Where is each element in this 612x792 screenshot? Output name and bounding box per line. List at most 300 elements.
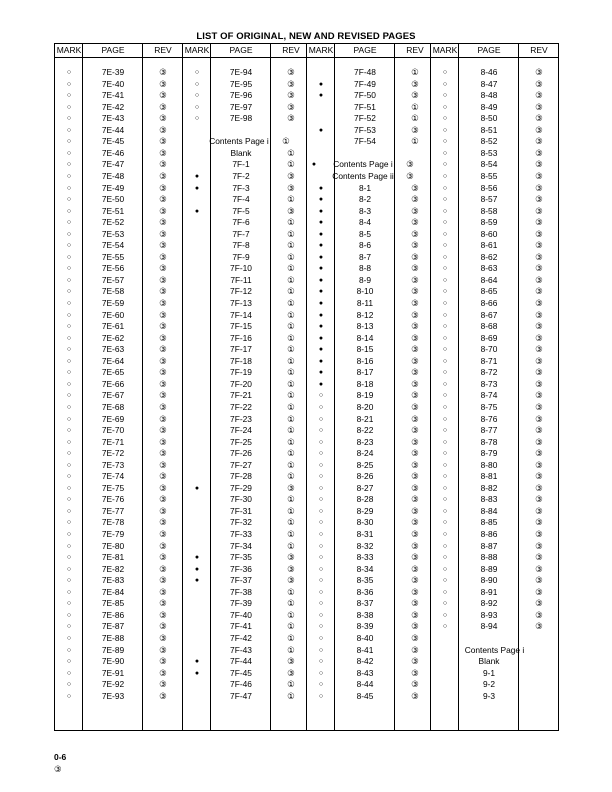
rev-cell: ③ — [159, 240, 167, 251]
page-cell: 8-93 — [480, 609, 498, 620]
mark-cell — [183, 356, 211, 367]
table-row — [431, 645, 558, 656]
page-cell: 7E-57 — [101, 274, 125, 285]
open-circle-icon: ○ — [66, 300, 72, 307]
rev-cell: ③ — [411, 586, 419, 597]
rev-cell — [519, 633, 559, 644]
open-circle-icon: ○ — [318, 669, 324, 677]
table-row — [183, 437, 307, 448]
rev-cell: ③ — [159, 124, 167, 135]
rev-cell: ① — [287, 494, 295, 505]
page-cell: 8-43 — [356, 667, 374, 678]
rev-cell: ③ — [159, 136, 167, 147]
page-cell: Contents Page i — [333, 159, 393, 170]
rev-cell: ③ — [159, 505, 167, 516]
table-row — [431, 506, 558, 517]
table-row — [183, 310, 307, 321]
mark-cell — [183, 610, 211, 621]
rev-cell: ③ — [535, 159, 543, 170]
page-cell: 8-66 — [480, 298, 498, 308]
open-circle-icon: ○ — [442, 415, 448, 423]
rev-cell: ③ — [159, 471, 167, 482]
rev-cell: ① — [287, 632, 295, 643]
page-cell: 8-10 — [356, 286, 374, 297]
table-row — [55, 575, 183, 586]
open-circle-icon: ○ — [318, 542, 324, 550]
page-cell: 7E-50 — [101, 194, 125, 205]
table-row — [307, 148, 431, 159]
rev-cell: ③ — [411, 78, 419, 89]
rev-cell: ③ — [535, 194, 543, 205]
page-cell: 8-82 — [480, 482, 498, 493]
page-cell: 7E-63 — [101, 344, 125, 355]
page-cell: 7F-9 — [232, 251, 250, 262]
table-row — [183, 90, 307, 101]
page-cell: 7F-39 — [230, 598, 252, 609]
open-circle-icon: ○ — [442, 276, 448, 284]
table-row — [183, 286, 307, 297]
open-circle-icon: ○ — [66, 138, 72, 146]
page-cell: 8-58 — [480, 205, 498, 216]
table-row — [55, 679, 183, 690]
table-row — [183, 183, 307, 194]
rev-cell: ③ — [159, 494, 167, 505]
mark-cell — [431, 691, 459, 702]
open-circle-icon: ○ — [66, 634, 72, 642]
open-circle-icon: ○ — [442, 219, 448, 227]
open-circle-icon: ○ — [442, 138, 448, 146]
page-cell: 8-78 — [480, 436, 498, 447]
mark-cell — [307, 148, 335, 159]
table-row — [183, 598, 307, 609]
filled-circle-icon: ● — [318, 265, 324, 273]
table-row — [307, 229, 431, 240]
table-row — [307, 598, 431, 609]
rev-cell: ③ — [159, 217, 167, 228]
open-circle-icon: ○ — [442, 496, 448, 504]
rev-cell: ③ — [406, 170, 414, 181]
table-row — [307, 587, 431, 598]
rev-cell: ③ — [411, 240, 419, 251]
table-row — [307, 448, 431, 459]
table-row — [183, 414, 307, 425]
rev-cell: ③ — [411, 448, 419, 459]
open-circle-icon: ○ — [66, 115, 72, 123]
rev-cell: ① — [411, 67, 419, 77]
page-cell: 8-30 — [356, 517, 374, 528]
rev-cell: ③ — [159, 367, 167, 378]
page-cell: 7E-67 — [101, 390, 125, 401]
page-cell: 7E-94 — [229, 67, 253, 77]
table-row — [307, 679, 431, 690]
table-row — [55, 564, 183, 575]
mark-cell — [431, 668, 459, 679]
table-row — [307, 541, 431, 552]
rev-cell: ③ — [411, 378, 419, 389]
table-row — [183, 402, 307, 413]
open-circle-icon: ○ — [318, 692, 324, 700]
open-circle-icon: ○ — [442, 588, 448, 596]
page-cell: 8-91 — [480, 586, 498, 597]
page-cell: 8-52 — [480, 136, 498, 147]
table-row — [307, 471, 431, 482]
rev-cell: ③ — [411, 182, 419, 193]
open-circle-icon: ○ — [442, 172, 448, 180]
rev-cell: ③ — [411, 552, 419, 563]
rev-cell: ③ — [535, 147, 543, 158]
rev-cell: ③ — [535, 309, 543, 320]
rev-cell: ③ — [535, 251, 543, 262]
open-circle-icon: ○ — [66, 473, 72, 481]
mark-cell — [431, 656, 459, 667]
filled-circle-icon: ● — [194, 184, 200, 192]
page-cell: 7E-95 — [229, 78, 253, 89]
open-circle-icon: ○ — [318, 403, 324, 411]
filled-circle-icon: ● — [318, 92, 324, 100]
table-row — [431, 517, 558, 528]
open-circle-icon: ○ — [442, 149, 448, 157]
table-row — [55, 691, 183, 702]
table-row — [431, 587, 558, 598]
table-row — [431, 414, 558, 425]
table-row — [431, 494, 558, 505]
page-cell: 8-19 — [356, 390, 374, 401]
page-cell: 8-16 — [356, 355, 374, 366]
mark-cell — [183, 460, 211, 471]
open-circle-icon: ○ — [66, 184, 72, 192]
mark-cell — [183, 148, 211, 159]
table-row — [55, 148, 183, 159]
table-row — [183, 148, 307, 159]
open-circle-icon: ○ — [66, 438, 72, 446]
rev-cell: ③ — [535, 459, 543, 470]
page-cell: 8-71 — [480, 355, 498, 366]
rev-cell: ① — [287, 459, 295, 470]
page-cell: 7F-32 — [230, 517, 252, 528]
rev-cell: ① — [287, 517, 295, 528]
page-cell: 8-69 — [480, 332, 498, 343]
table-row — [55, 159, 183, 170]
table-row — [431, 298, 558, 309]
mark-cell — [183, 344, 211, 355]
open-circle-icon: ○ — [318, 438, 324, 446]
table-row — [55, 483, 183, 494]
rev-cell: ③ — [535, 517, 543, 528]
page-cell: 7F-6 — [232, 217, 250, 228]
page-cell: 9-3 — [482, 690, 496, 701]
mark-cell — [183, 691, 211, 702]
page-cell: 7F-49 — [354, 78, 376, 89]
page-cell: 8-70 — [480, 344, 498, 355]
page-cell: 8-25 — [356, 459, 374, 470]
page-cell: 7F-50 — [354, 90, 376, 101]
table-row — [307, 460, 431, 471]
page-cell: 7E-87 — [101, 621, 125, 632]
open-circle-icon: ○ — [442, 369, 448, 377]
rev-cell: ③ — [159, 401, 167, 412]
page-cell: 7F-52 — [354, 113, 376, 124]
table-row — [55, 402, 183, 413]
open-circle-icon: ○ — [66, 265, 72, 273]
page-cell: 7E-89 — [101, 644, 125, 655]
mark-cell — [307, 67, 335, 78]
page-cell: 8-63 — [480, 263, 498, 274]
table-row — [55, 102, 183, 113]
rev-cell: ③ — [287, 170, 295, 181]
open-circle-icon: ○ — [442, 461, 448, 469]
open-circle-icon: ○ — [194, 69, 200, 76]
open-circle-icon: ○ — [66, 600, 72, 608]
rev-cell: ③ — [411, 529, 419, 539]
table-row — [183, 252, 307, 263]
page-cell: 7E-84 — [101, 586, 125, 597]
table-row — [431, 102, 558, 113]
open-circle-icon: ○ — [66, 623, 72, 631]
page-cell: 7F-17 — [230, 344, 252, 355]
table-row — [183, 206, 307, 217]
open-circle-icon: ○ — [318, 450, 324, 458]
page-cell: 7E-91 — [101, 667, 125, 678]
filled-circle-icon: ● — [318, 196, 324, 204]
page-cell: 7F-31 — [230, 505, 252, 516]
rev-cell: ③ — [159, 517, 167, 528]
filled-circle-icon: ● — [318, 323, 324, 331]
open-circle-icon: ○ — [442, 507, 448, 515]
filled-circle-icon: ● — [318, 219, 324, 227]
rev-cell: ③ — [287, 90, 295, 101]
table-row — [431, 113, 558, 124]
rev-cell: ③ — [535, 124, 543, 135]
table-row — [307, 575, 431, 586]
table-row — [55, 206, 183, 217]
header-rev: REV — [530, 45, 548, 55]
rev-cell: ③ — [535, 401, 543, 412]
mark-cell — [183, 252, 211, 263]
mark-cell — [183, 286, 211, 297]
filled-circle-icon: ● — [194, 484, 200, 492]
table-row — [431, 552, 558, 563]
table-row — [55, 367, 183, 378]
open-circle-icon: ○ — [66, 484, 72, 492]
open-circle-icon: ○ — [318, 588, 324, 596]
table-row — [431, 621, 558, 632]
open-circle-icon: ○ — [442, 288, 448, 296]
table-row — [307, 136, 431, 147]
rev-cell: ① — [287, 436, 295, 447]
page-cell: 7E-81 — [101, 552, 125, 563]
mark-cell — [431, 633, 459, 644]
table-row — [183, 102, 307, 113]
table-row — [55, 656, 183, 667]
page-cell: 8-29 — [356, 505, 374, 516]
page-cell: 7E-69 — [101, 413, 125, 424]
mark-cell — [183, 414, 211, 425]
rev-cell: ③ — [159, 390, 167, 401]
page-cell: 7F-1 — [232, 159, 250, 170]
page-cell: 7F-36 — [230, 563, 252, 574]
page-cell: 7F-19 — [230, 367, 252, 378]
page-cell: 7E-39 — [101, 67, 125, 77]
rev-cell: ① — [287, 228, 295, 239]
page-cell: 8-37 — [356, 598, 374, 609]
rev-cell: ③ — [535, 529, 543, 539]
open-circle-icon: ○ — [66, 92, 72, 100]
page-cell: 7F-5 — [232, 205, 250, 216]
open-circle-icon: ○ — [66, 242, 72, 250]
table-row — [55, 183, 183, 194]
table-row — [55, 79, 183, 90]
table-row — [307, 125, 431, 136]
table-row — [431, 425, 558, 436]
page-cell — [211, 125, 271, 136]
page-cell: 8-79 — [480, 448, 498, 459]
table-row — [307, 333, 431, 344]
rev-cell: ③ — [159, 298, 167, 308]
table-row — [183, 506, 307, 517]
table-row — [55, 356, 183, 367]
open-circle-icon: ○ — [66, 103, 72, 111]
open-circle-icon: ○ — [318, 681, 324, 689]
table-row — [55, 587, 183, 598]
rev-cell: ③ — [287, 78, 295, 89]
open-circle-icon: ○ — [66, 403, 72, 411]
table-row — [431, 90, 558, 101]
open-circle-icon: ○ — [318, 507, 324, 515]
page-cell: 8-23 — [356, 436, 374, 447]
page-cell: 7F-12 — [230, 286, 252, 297]
rev-cell: ① — [287, 505, 295, 516]
open-circle-icon: ○ — [66, 646, 72, 654]
rev-cell: ③ — [411, 367, 419, 378]
open-circle-icon: ○ — [442, 403, 448, 411]
open-circle-icon: ○ — [442, 92, 448, 100]
rev-cell: ③ — [159, 78, 167, 89]
table-row — [183, 275, 307, 286]
table-row — [307, 183, 431, 194]
table-row — [431, 136, 558, 147]
rev-cell: ③ — [535, 494, 543, 505]
page-cell: 7E-70 — [101, 425, 125, 436]
page-cell: 8-94 — [480, 621, 498, 632]
open-circle-icon: ○ — [66, 253, 72, 261]
rev-cell: ③ — [411, 540, 419, 551]
open-circle-icon: ○ — [318, 484, 324, 492]
table-row — [431, 460, 558, 471]
open-circle-icon: ○ — [442, 450, 448, 458]
open-circle-icon: ○ — [442, 380, 448, 388]
filled-circle-icon: ● — [194, 577, 200, 585]
mark-cell — [183, 437, 211, 448]
rev-cell: ① — [287, 298, 295, 308]
header-rev: REV — [154, 45, 172, 55]
rev-cell: ③ — [411, 286, 419, 297]
page-cell: 7F-23 — [230, 413, 252, 424]
page-cell: 7F-46 — [230, 679, 252, 690]
page-cell: 9-1 — [482, 667, 496, 678]
table-row — [307, 552, 431, 563]
table-row — [55, 541, 183, 552]
rev-cell: ③ — [535, 471, 543, 482]
open-circle-icon: ○ — [66, 692, 72, 700]
page-cell: 7F-27 — [230, 459, 252, 470]
rev-cell: ③ — [411, 644, 419, 655]
header-page: PAGE — [353, 45, 377, 55]
rev-cell: ③ — [535, 344, 543, 355]
mark-cell — [183, 390, 211, 401]
table-row — [55, 668, 183, 679]
page-cell: 7E-83 — [101, 575, 125, 586]
rev-cell: ① — [287, 586, 295, 597]
page-cell: 8-28 — [356, 494, 374, 505]
table-row — [431, 171, 558, 182]
page-cell: 8-14 — [356, 332, 374, 343]
rev-cell: ① — [287, 529, 295, 539]
table-row — [183, 333, 307, 344]
rev-cell: ③ — [411, 124, 419, 135]
table-row — [55, 390, 183, 401]
rev-cell: ③ — [411, 598, 419, 609]
open-circle-icon: ○ — [66, 658, 72, 666]
rev-cell: ① — [287, 240, 295, 251]
page-cell: 7E-66 — [101, 378, 125, 389]
rev-cell: ③ — [159, 644, 167, 655]
mark-cell — [183, 194, 211, 205]
page-cell: 7E-90 — [101, 656, 125, 667]
table-row — [307, 90, 431, 101]
table-row — [307, 67, 431, 78]
mark-cell — [183, 633, 211, 644]
open-circle-icon: ○ — [66, 126, 72, 134]
page-cell: 7F-33 — [230, 529, 252, 539]
rev-cell: ③ — [535, 217, 543, 228]
open-circle-icon: ○ — [194, 92, 200, 100]
rev-cell: ③ — [411, 413, 419, 424]
rev-cell: ③ — [535, 413, 543, 424]
open-circle-icon: ○ — [66, 334, 72, 342]
mark-cell — [307, 113, 335, 124]
rev-cell: ③ — [287, 656, 295, 667]
page-cell: 8-40 — [356, 632, 374, 643]
table-row — [55, 321, 183, 332]
mark-cell — [183, 598, 211, 609]
page-cell: 8-26 — [356, 471, 374, 482]
open-circle-icon: ○ — [442, 265, 448, 273]
page-cell: 7F-45 — [230, 667, 252, 678]
page-cell: 8-65 — [480, 286, 498, 297]
table-row — [307, 263, 431, 274]
rev-cell: ③ — [535, 425, 543, 436]
page-cell: 8-77 — [480, 425, 498, 436]
open-circle-icon: ○ — [66, 669, 72, 677]
rev-cell: ③ — [411, 90, 419, 101]
rev-cell: ① — [287, 274, 295, 285]
page-cell: 7E-55 — [101, 251, 125, 262]
page-cell: 7F-11 — [230, 274, 252, 285]
mark-cell — [183, 448, 211, 459]
header-page: PAGE — [229, 45, 253, 55]
page-cell: 8-60 — [480, 228, 498, 239]
page-title: LIST OF ORIGINAL, NEW AND REVISED PAGES — [196, 31, 416, 42]
rev-cell: ③ — [535, 228, 543, 239]
page-cell: 7F-51 — [354, 101, 376, 112]
rev-cell: ③ — [159, 309, 167, 320]
mark-cell — [183, 275, 211, 286]
open-circle-icon: ○ — [66, 172, 72, 180]
open-circle-icon: ○ — [66, 357, 72, 365]
table-row — [307, 494, 431, 505]
rev-cell — [519, 691, 559, 702]
table-row — [183, 79, 307, 90]
